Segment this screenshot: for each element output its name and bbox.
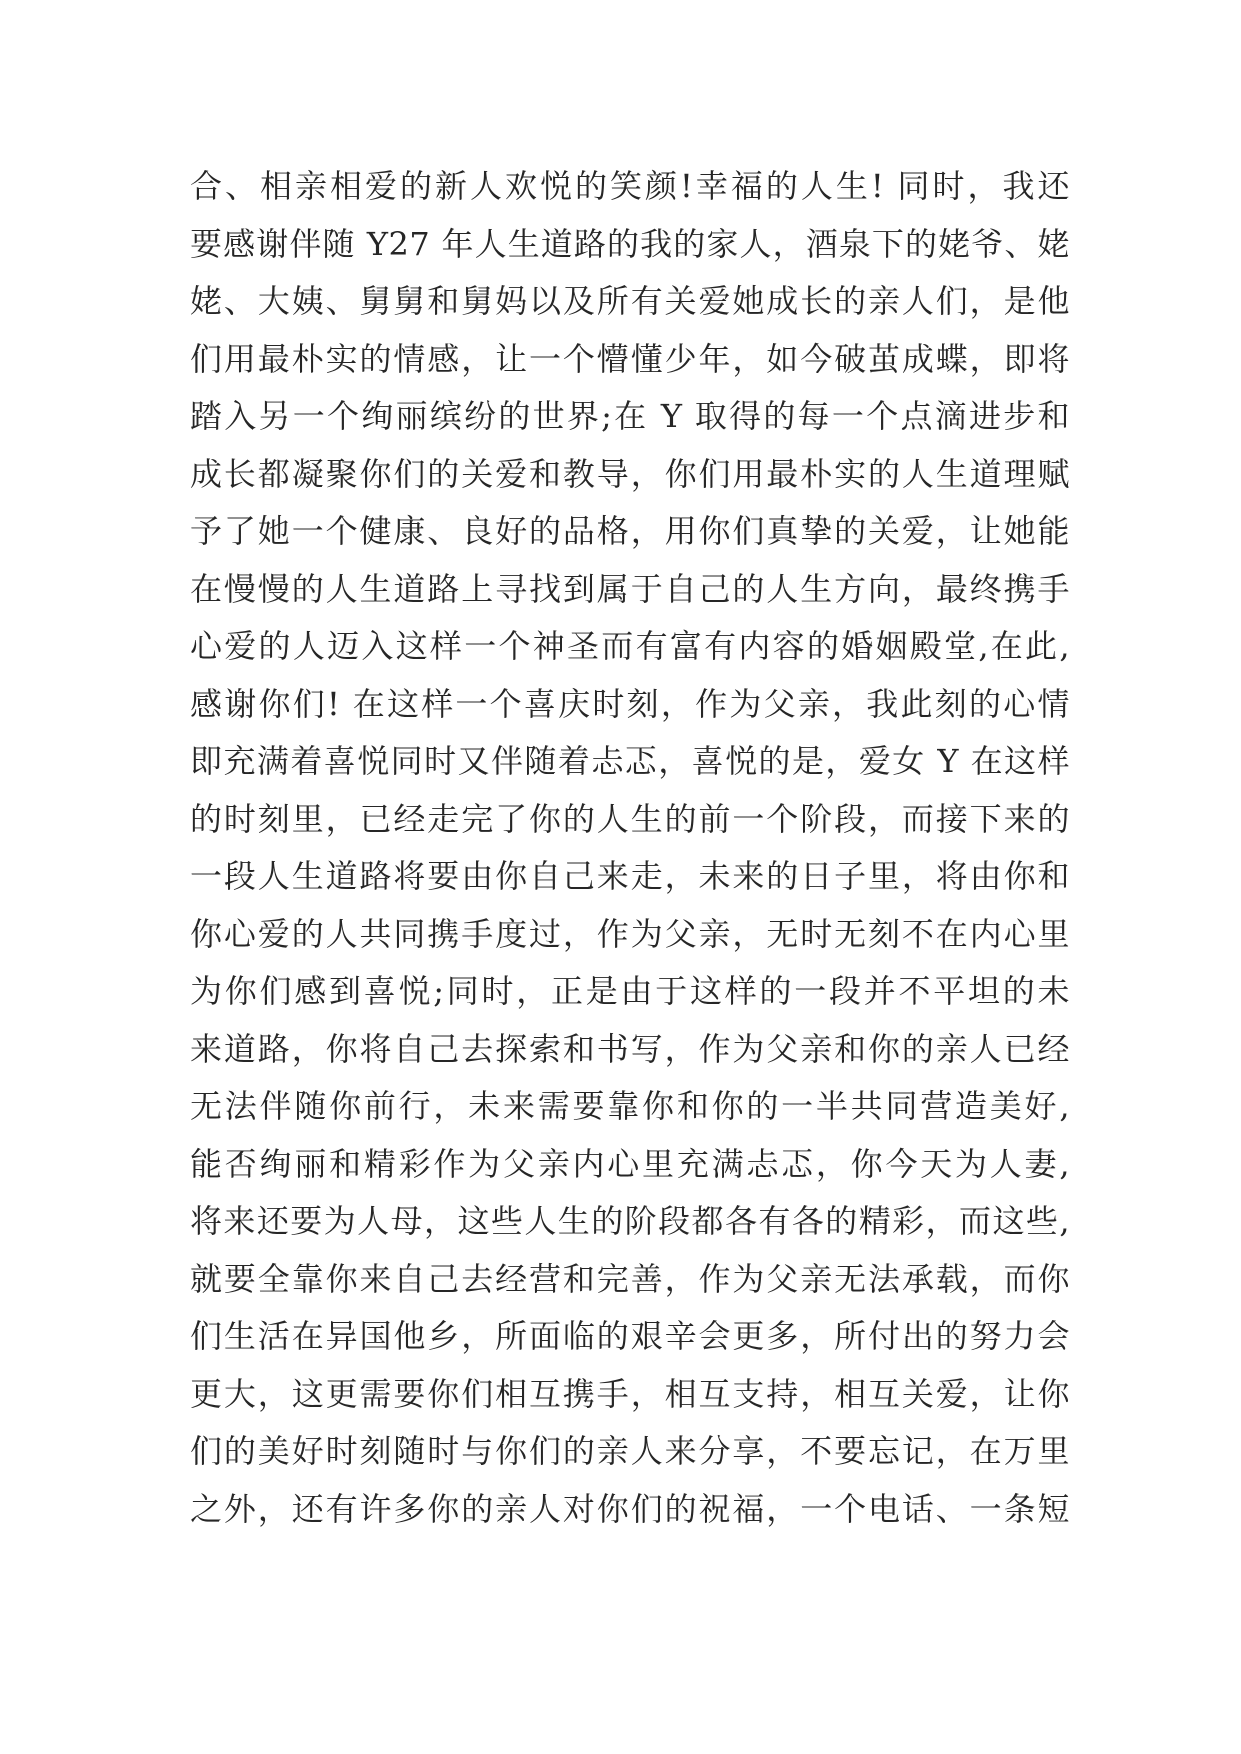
text-line: 们用最朴实的情感，让一个懵懂少年，如今破茧成蝶，即将 [190,339,1070,378]
text-line: 能否绚丽和精彩作为父亲内心里充满忐忑，你今天为人妻, [190,1144,1070,1183]
text-line: 就要全靠你来自己去经营和完善，作为父亲无法承载，而你 [190,1259,1070,1298]
text-line: 感谢你们! 在这样一个喜庆时刻，作为父亲，我此刻的心情 [190,684,1070,723]
text-line: 你心爱的人共同携手度过，作为父亲，无时无刻不在内心里 [190,914,1070,953]
text-line: 合、相亲相爱的新人欢悦的笑颜!幸福的人生! 同时，我还 [190,167,1070,205]
text-line: 在慢慢的人生道路上寻找到属于自己的人生方向，最终携手 [190,569,1070,608]
text-line: 即充满着喜悦同时又伴随着忐忑，喜悦的是，爱女 Y 在这样 [190,742,1070,780]
text-line: 心爱的人迈入这样一个神圣而有富有内容的婚姻殿堂,在此, [190,627,1070,665]
text-line: 的时刻里，已经走完了你的人生的前一个阶段，而接下来的 [190,799,1070,838]
text-line: 为你们感到喜悦;同时，正是由于这样的一段并不平坦的未 [190,972,1070,1010]
text-line: 无法伴随你前行，未来需要靠你和你的一半共同营造美好, [190,1087,1070,1125]
text-line: 们的美好时刻随时与你们的亲人来分享，不要忘记，在万里 [190,1432,1070,1470]
text-line: 姥、大姨、舅舅和舅妈以及所有关爱她成长的亲人们，是他 [190,282,1070,320]
text-line: 成长都凝聚你们的关爱和教导，你们用最朴实的人生道理赋 [190,454,1070,493]
text-line: 们生活在异国他乡，所面临的艰辛会更多，所付出的努力会 [190,1317,1070,1355]
text-line: 踏入另一个绚丽缤纷的世界;在 Y 取得的每一个点滴进步和 [190,397,1070,435]
text-line: 更大，这更需要你们相互携手，相互支持，相互关爱，让你 [190,1374,1070,1413]
text-line: 一段人生道路将要由你自己来走，未来的日子里，将由你和 [190,857,1070,895]
body-paragraph [190,158,1070,1538]
text-line: 之外，还有许多你的亲人对你们的祝福，一个电话、一条短 [190,1489,1070,1528]
text-line: 要感谢伴随 Y27 年人生道路的我的家人，酒泉下的姥爷、姥 [190,224,1070,263]
text-line: 来道路，你将自己去探索和书写，作为父亲和你的亲人已经 [190,1029,1070,1068]
text-line: 予了她一个健康、良好的品格，用你们真挚的关爱，让她能 [190,512,1070,550]
text-line: 将来还要为人母，这些人生的阶段都各有各的精彩，而这些, [190,1202,1070,1240]
